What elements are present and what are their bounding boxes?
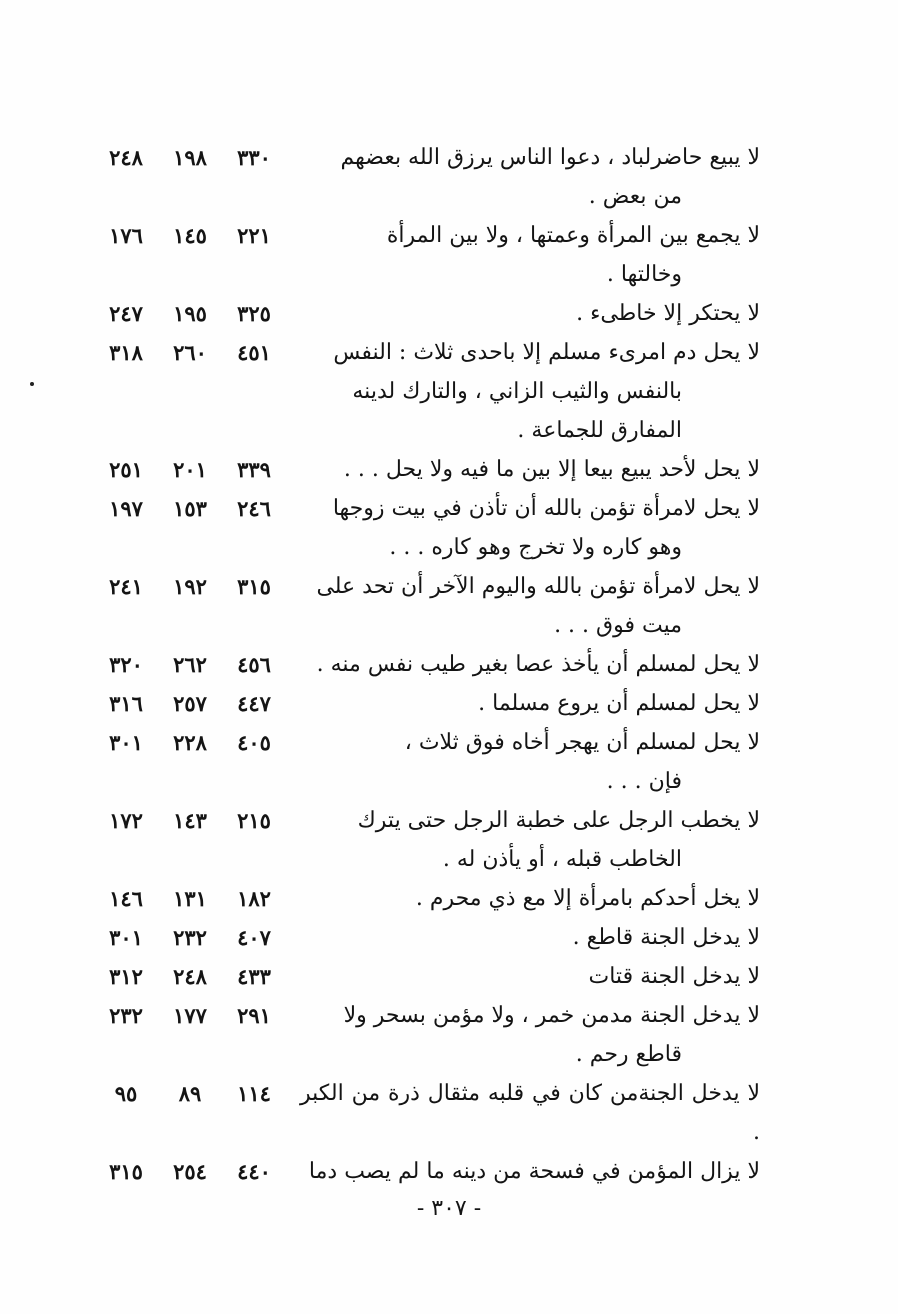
hadith-continuation-line: المفارق للجماعة .: [517, 418, 682, 443]
reference-numbers: [96, 879, 292, 918]
reference-number: ٢٤٦: [237, 496, 271, 521]
reference-number: ٢٤٨: [109, 145, 143, 170]
reference-number: ١٩٥: [173, 301, 207, 326]
reference-numbers: [96, 1152, 292, 1191]
hadith-first-line: لا يبيع حاضرلباد ، دعوا الناس يرزق الله بعضهم: [340, 145, 760, 170]
reference-number: ١٤٥: [173, 223, 207, 248]
reference-number: ٢١٥: [237, 808, 271, 833]
index-entry: [96, 645, 760, 684]
index-entry: [96, 1152, 760, 1191]
hadith-first-line: لا يحل لمسلم أن يأخذ عصا بغير طيب نفس منه .: [316, 652, 760, 677]
hadith-text: [292, 996, 760, 1074]
reference-number: ٩٥: [114, 1081, 138, 1106]
reference-number: ٣٢٥: [237, 301, 271, 326]
reference-number: ٤٥١: [237, 340, 271, 365]
hadith-continuation-line: من بعض .: [588, 184, 682, 209]
index-entry: [96, 684, 760, 723]
reference-numbers: [96, 918, 292, 957]
hadith-index: [96, 138, 760, 1191]
reference-number: ٢٩١: [237, 1003, 271, 1028]
reference-number: ١٤٦: [109, 886, 143, 911]
hadith-continuation-line: فإن . . .: [606, 769, 682, 794]
hadith-text: [292, 801, 760, 879]
reference-number: ١٤٣: [173, 808, 207, 833]
hadith-text: [292, 333, 760, 450]
hadith-first-line: لا يحل لمسلم أن يهجر أخاه فوق ثلاث ،: [404, 730, 760, 755]
hadith-first-line: لا يزال المؤمن في فسحة من دينه ما لم يصب دما: [308, 1159, 760, 1184]
hadith-text: [292, 684, 760, 723]
index-entry: [96, 450, 760, 489]
hadith-first-line: لا يحل لمسلم أن يروع مسلما .: [478, 691, 760, 716]
hadith-text: [292, 645, 760, 684]
hadith-continuation-line: الخاطب قبله ، أو يأذن له .: [442, 847, 682, 872]
hadith-continuation-line: وهو كاره ولا تخرج وهو كاره . . .: [389, 535, 682, 560]
hadith-first-line: لا يدخل الجنة مدمن خمر ، ولا مؤمن بسحر ولا: [343, 1003, 760, 1028]
reference-number: ١٣١: [173, 886, 207, 911]
hadith-first-line: لا يدخل الجنةمن كان في قلبه مثقال ذرة من الكبر .: [300, 1081, 760, 1145]
reference-number: ١٨٢: [237, 886, 271, 911]
reference-numbers: [96, 723, 292, 762]
reference-number: ٤٠٧: [237, 925, 271, 950]
index-entry: [96, 333, 760, 450]
index-entry: [96, 216, 760, 294]
hadith-first-line: لا يحتكر إلا خاطىء .: [576, 301, 760, 326]
hadith-first-line: لا يحل لأحد يبيع بيعا إلا بين ما فيه ولا يحل . . .: [343, 457, 760, 482]
reference-numbers: [96, 333, 292, 372]
hadith-text: [292, 879, 760, 918]
reference-numbers: [96, 450, 292, 489]
index-entry: [96, 294, 760, 333]
hadith-first-line: لا يخطب الرجل على خطبة الرجل حتى يترك: [357, 808, 760, 833]
margin-speck: [30, 382, 34, 386]
reference-numbers: [96, 567, 292, 606]
reference-number: ٨٩: [178, 1081, 202, 1106]
reference-numbers: [96, 957, 292, 996]
reference-number: ٢٤٨: [173, 964, 207, 989]
reference-number: ٤٤٠: [237, 1159, 271, 1184]
reference-number: ١٥٣: [173, 496, 207, 521]
index-entry: [96, 879, 760, 918]
reference-number: ٤٠٥: [237, 730, 271, 755]
reference-number: ٣١٢: [109, 964, 143, 989]
reference-number: ٤٣٣: [237, 964, 271, 989]
hadith-first-line: لا يخل أحدكم بامرأة إلا مع ذي محرم .: [415, 886, 760, 911]
reference-number: ٣٢٠: [109, 652, 143, 677]
hadith-text: [292, 1074, 760, 1152]
reference-number: ١١٤: [237, 1081, 271, 1106]
hadith-first-line: لا يحل لامرأة تؤمن بالله أن تأذن في بيت زوجها: [332, 496, 760, 521]
index-entry: [96, 567, 760, 645]
index-entry: [96, 723, 760, 801]
reference-number: ٢٤١: [109, 574, 143, 599]
hadith-first-line: لا يجمع بين المرأة وعمتها ، ولا بين المرأة: [386, 223, 760, 248]
reference-number: ٣١٥: [237, 574, 271, 599]
reference-number: ١٩٨: [173, 145, 207, 170]
reference-number: ١٩٢: [173, 574, 207, 599]
reference-numbers: [96, 138, 292, 177]
reference-number: ١٧٢: [109, 808, 143, 833]
reference-numbers: [96, 1074, 292, 1113]
reference-numbers: [96, 645, 292, 684]
reference-number: ٤٥٦: [237, 652, 271, 677]
reference-number: ٢٦٠: [173, 340, 207, 365]
hadith-first-line: لا يحل لامرأة تؤمن بالله واليوم الآخر أن تحد على: [316, 574, 760, 599]
hadith-text: [292, 294, 760, 333]
index-entry: [96, 489, 760, 567]
hadith-text: [292, 918, 760, 957]
reference-number: ٢٥٤: [173, 1159, 207, 1184]
index-entry: [96, 918, 760, 957]
index-entry: [96, 957, 760, 996]
reference-number: ٣٠١: [109, 730, 143, 755]
reference-number: ٢٣٢: [109, 1003, 143, 1028]
hadith-text: [292, 1152, 760, 1191]
hadith-first-line: لا يدخل الجنة قتات: [588, 964, 760, 989]
index-entry: [96, 1074, 760, 1152]
reference-numbers: [96, 294, 292, 333]
hadith-text: [292, 957, 760, 996]
reference-number: ٢٥١: [109, 457, 143, 482]
hadith-continuation-line: بالنفس والثيب الزاني ، والتارك لدينه: [352, 379, 682, 404]
index-entry: [96, 138, 760, 216]
hadith-first-line: لا يحل دم امرىء مسلم إلا باحدى ثلاث : النفس: [333, 340, 760, 365]
reference-number: ٢٢٨: [173, 730, 207, 755]
reference-numbers: [96, 489, 292, 528]
reference-number: ٢٤٧: [109, 301, 143, 326]
reference-number: ٢٢١: [237, 223, 271, 248]
hadith-text: [292, 138, 760, 216]
reference-number: ٢٦٢: [173, 652, 207, 677]
reference-number: ١٧٧: [173, 1003, 207, 1028]
reference-number: ١٧٦: [109, 223, 143, 248]
reference-numbers: [96, 801, 292, 840]
hadith-text: [292, 567, 760, 645]
reference-number: ٣٣٠: [237, 145, 271, 170]
hadith-text: [292, 450, 760, 489]
reference-numbers: [96, 216, 292, 255]
reference-number: ٢٥٧: [173, 691, 207, 716]
hadith-continuation-line: قاطع رحم .: [575, 1042, 682, 1067]
reference-number: ٢٠١: [173, 457, 207, 482]
hadith-text: [292, 723, 760, 801]
hadith-first-line: لا يدخل الجنة قاطع .: [572, 925, 760, 950]
reference-number: ٤٤٧: [237, 691, 271, 716]
reference-number: ٣١٥: [109, 1159, 143, 1184]
hadith-continuation-line: وخالتها .: [606, 262, 682, 287]
reference-number: ٣٣٩: [237, 457, 271, 482]
reference-number: ٣١٦: [109, 691, 143, 716]
reference-number: ٣١٨: [109, 340, 143, 365]
index-entry: [96, 801, 760, 879]
hadith-continuation-line: ميت فوق . . .: [554, 613, 682, 638]
reference-number: ٣٠١: [109, 925, 143, 950]
reference-numbers: [96, 684, 292, 723]
reference-number: ٢٣٢: [173, 925, 207, 950]
page-number: - ٣٠٧ -: [416, 1196, 482, 1221]
hadith-text: [292, 489, 760, 567]
reference-number: ١٩٧: [109, 496, 143, 521]
reference-numbers: [96, 996, 292, 1035]
index-entry: [96, 996, 760, 1074]
hadith-text: [292, 216, 760, 294]
